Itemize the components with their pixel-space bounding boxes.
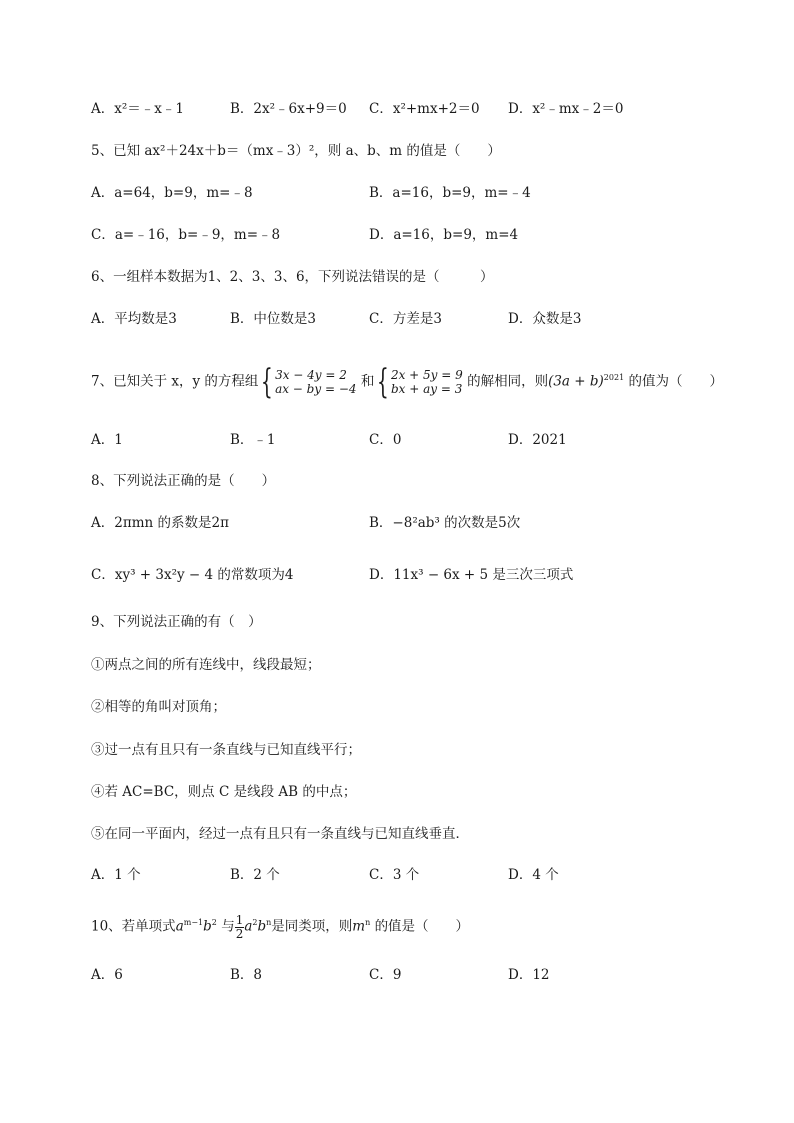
q9-statement-5: ⑤在同一平面内，经过一点有且只有一条直线与已知直线垂直． (91, 826, 469, 842)
q9-statement-4: ④若 AC=BC，则点 C 是线段 AB 的中点； (91, 784, 357, 800)
q6-option-b: B．中位数是3 (230, 311, 317, 327)
q6-option-d: D．众数是3 (508, 311, 582, 327)
q4-option-c: C．x²+mx+2＝0 (369, 101, 480, 117)
q5-option-b: B．a=16，b=9，m=﹣4 (369, 185, 531, 201)
q10-option-a: A．6 (91, 967, 123, 983)
q10-fraction (235, 914, 245, 941)
q7-option-b: B．﹣1 (230, 432, 276, 448)
q10-suffix: 的值是（ ） (374, 918, 470, 935)
q9-option-c: C．3 个 (369, 867, 420, 883)
q7-option-c: C．0 (369, 432, 402, 448)
q10-term2-a-exp: 2 (252, 918, 258, 927)
q9-stem: 9、下列说法正确的有（ ） (91, 614, 262, 630)
q7-connector: 和 (360, 373, 375, 390)
q10-term1-b: b (203, 918, 212, 935)
brace-icon: { (377, 362, 390, 402)
q7-stem (91, 356, 723, 404)
q5-option-c: C．a=﹣16，b=﹣9，m=﹣8 (91, 227, 281, 243)
q8-option-d: D．11x³ − 6x + 5 是三次三项式 (369, 567, 574, 583)
q9-option-a: A．1 个 (91, 867, 141, 883)
q9-statement-2: ②相等的角叫对顶角； (91, 699, 226, 715)
q7-option-a: A．1 (91, 432, 123, 448)
q7-exponent: 2021 (603, 373, 625, 382)
brace-icon: { (261, 362, 274, 402)
q7-system-1 (275, 368, 356, 396)
q10-term2-a: a (244, 918, 253, 935)
q10-term2-b-exp: n (266, 918, 272, 927)
q10-option-d: D．12 (508, 967, 550, 983)
q6-option-c: C．方差是3 (369, 311, 442, 327)
q7-sys1-eq2: ax − by = −4 (275, 382, 357, 396)
q9-statement-1: ①两点之间的所有连线中，线段最短； (91, 657, 321, 673)
q9-statement-3: ③过一点有且只有一条直线与已知直线平行； (91, 742, 361, 758)
q6-option-a: A．平均数是3 (91, 311, 177, 327)
q10-term2-b: b (257, 918, 267, 935)
q10-prefix: 10、若单项式 (91, 918, 176, 935)
q9-option-b: B．2 个 (230, 867, 280, 883)
q8-option-a: A．2πmn 的系数是2π (91, 515, 229, 531)
q7-expression: (3a + b) (548, 373, 604, 390)
q8-option-c: C．xy³ + 3x²y − 4 的常数项为4 (91, 567, 294, 583)
q10-frac-den: 2 (235, 926, 244, 941)
q7-option-d: D．2021 (508, 432, 567, 448)
q7-sys1-eq1: 3x − 4y = 2 (275, 368, 347, 382)
q5-stem: 5、已知 ax²＋24x＋b＝（mx﹣3）²，则 a、b、m 的值是（ ） (91, 143, 501, 159)
q10-power-exp: n (365, 918, 371, 927)
q10-term1-a: a (175, 918, 184, 935)
q7-sys2-eq1: 2x + 5y = 9 (390, 368, 463, 382)
q6-stem: 6、一组样本数据为1、2、3、3、6，下列说法错误的是（ ） (91, 269, 494, 285)
q10-stem (91, 906, 469, 944)
q10-term1-b-exp: 2 (211, 918, 217, 927)
q4-option-d: D．x²﹣mx﹣2＝0 (508, 101, 624, 117)
q10-option-b: B．8 (230, 967, 263, 983)
q9-option-d: D．4 个 (508, 867, 559, 883)
q7-sys2-eq2: bx + ay = 3 (390, 382, 463, 396)
q10-power-base: m (352, 918, 366, 935)
q7-middle: 的解相同，则 (467, 373, 549, 390)
q4-option-b: B．2x²﹣6x+9＝0 (230, 101, 347, 117)
q8-stem: 8、下列说法正确的是（ ） (91, 473, 276, 489)
q10-option-c: C．9 (369, 967, 402, 983)
q8-option-b: B．−8²ab³ 的次数是5次 (369, 515, 521, 531)
q10-middle: 是同类项，则 (271, 918, 353, 935)
q7-system-2 (391, 368, 463, 396)
q10-term1-a-exp: m−1 (183, 918, 204, 927)
q5-option-a: A．a=64，b=9，m=﹣8 (91, 185, 253, 201)
q10-connector: 与 (221, 918, 235, 935)
q7-prefix: 7、已知关于 x，y 的方程组 (91, 373, 259, 390)
q7-suffix: 的值为（ ） (628, 373, 723, 390)
q4-option-a: A．x²＝﹣x﹣1 (91, 101, 184, 117)
q5-option-d: D．a=16，b=9，m=4 (369, 227, 519, 243)
q10-frac-num: 1 (235, 912, 244, 927)
